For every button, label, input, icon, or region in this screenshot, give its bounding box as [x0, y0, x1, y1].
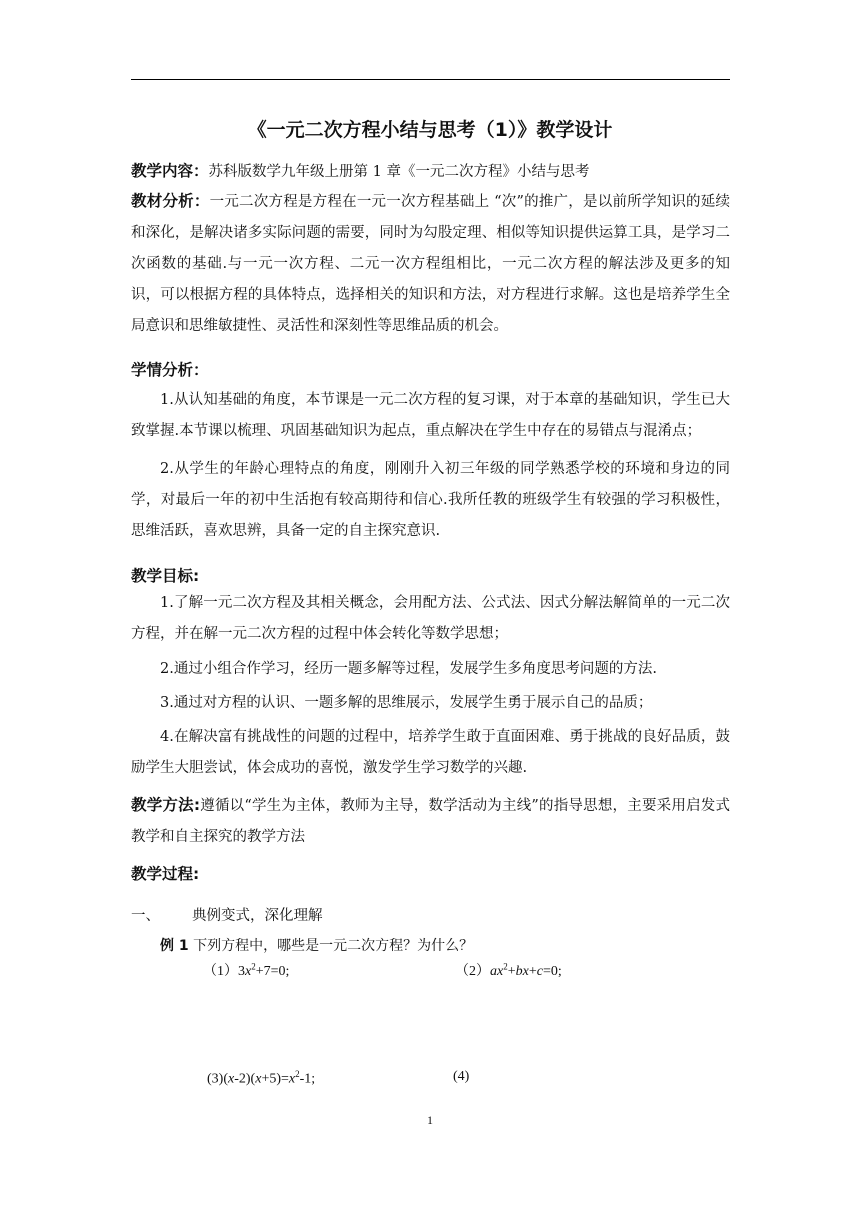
equation-2: $(2)ax^2+bx+c=0$; — [455, 961, 562, 979]
goal-item-1: 1.了解一元二次方程及其相关概念，会用配方法、公式法、因式分解法解简单的一元二次方程，并在解一元二次方程的过程中体会转化等数学思想； — [131, 595, 730, 642]
situation-item-1: 1.从认知基础的角度，本节课是一元二次方程的复习课，对于本章的基础知识，学生已大致掌握.本节课以梳理、巩固基础知识为起点，重点解决在学生中存在的易错点与混淆点； — [131, 392, 730, 439]
situation-heading: 学情分析： — [131, 361, 209, 379]
header-rule — [131, 79, 730, 80]
equation-2-index: （2） — [455, 964, 490, 979]
equation-3: $(3)(x-2)(x+5)=x^2-1$; — [207, 1069, 316, 1087]
content-label: 教学内容： — [131, 162, 209, 180]
method-text: 遵循以“学生为主体，教师为主导，数学活动为主线”的指导思想，主要采用启发式教学和自主探究的教学方法 — [131, 798, 730, 845]
process-heading: 教学过程: — [131, 865, 200, 883]
equation-1: $(1)3x^2+7=0$; — [203, 961, 290, 979]
goal-item-4: 4.在解决富有挑战性的问题的过程中，培养学生敢于直面困难、勇于挑战的良好品质，鼓励学生大胆尝试，体会成功的喜悦，激发学生学习数学的兴趣. — [131, 729, 730, 776]
situation-item-2: 2.从学生的年龄心理特点的角度，刚刚升入初三年级的同学熟悉学校的环境和身边的同学，对最后一年的初中生活抱有较高期待和信心.我所任教的班级学生有较强的学习积极性，思维活跃，喜欢思辨，具备一定的自主探究意识. — [131, 461, 730, 539]
material-label: 教材分析： — [131, 192, 210, 210]
example-line — [160, 935, 473, 955]
example-text: 下列方程中，哪些是一元二次方程？为什么？ — [193, 938, 474, 954]
content-text: 苏科版数学九年级上册第 1 章《一元二次方程》小结与思考 — [208, 164, 590, 180]
equation-4 — [453, 1069, 469, 1085]
goals-heading: 教学目标: — [131, 567, 200, 585]
equation-1-index: （1） — [203, 964, 238, 979]
method-label: 教学方法: — [131, 796, 201, 814]
material-text: 一元二次方程是方程在一元一次方程基础上 “次”的推广，是以前所学知识的延续和深化，是解决诸多实际问题的需要，同时为勾股定理、相似等知识提供运算工具，是学习二次函数的基础.与一元一次方程、二元一次方程组相比，一元二次方程的解法涉及更多的知识，可以根据方程的具体特点，选择相关的知识和方法，对方程进行求解。这也是培养学生全局意识和思维敏捷性、灵活性和深刻性等思维品质的机会。 — [131, 194, 730, 334]
goal-item-2: 2.通过小组合作学习，经历一题多解等过程，发展学生多角度思考问题的方法. — [160, 661, 657, 677]
section-title: 典例变式，深化理解 — [192, 908, 323, 924]
method-paragraph — [131, 790, 730, 853]
equation-4-index: (4) — [453, 1069, 470, 1084]
example-label: 例 1 — [160, 938, 189, 954]
content-paragraph — [131, 156, 730, 188]
page-number: 1 — [427, 1113, 433, 1127]
goal-item-3: 3.通过对方程的认识、一题多解的思维展示，发展学生勇于展示自己的品质； — [160, 695, 653, 711]
equation-3-index: (3) — [207, 1071, 224, 1087]
document-title: 《一元二次方程小结与思考（1）》教学设计 — [247, 119, 613, 141]
material-paragraph — [131, 186, 730, 342]
section-number: 一、 — [131, 908, 160, 924]
